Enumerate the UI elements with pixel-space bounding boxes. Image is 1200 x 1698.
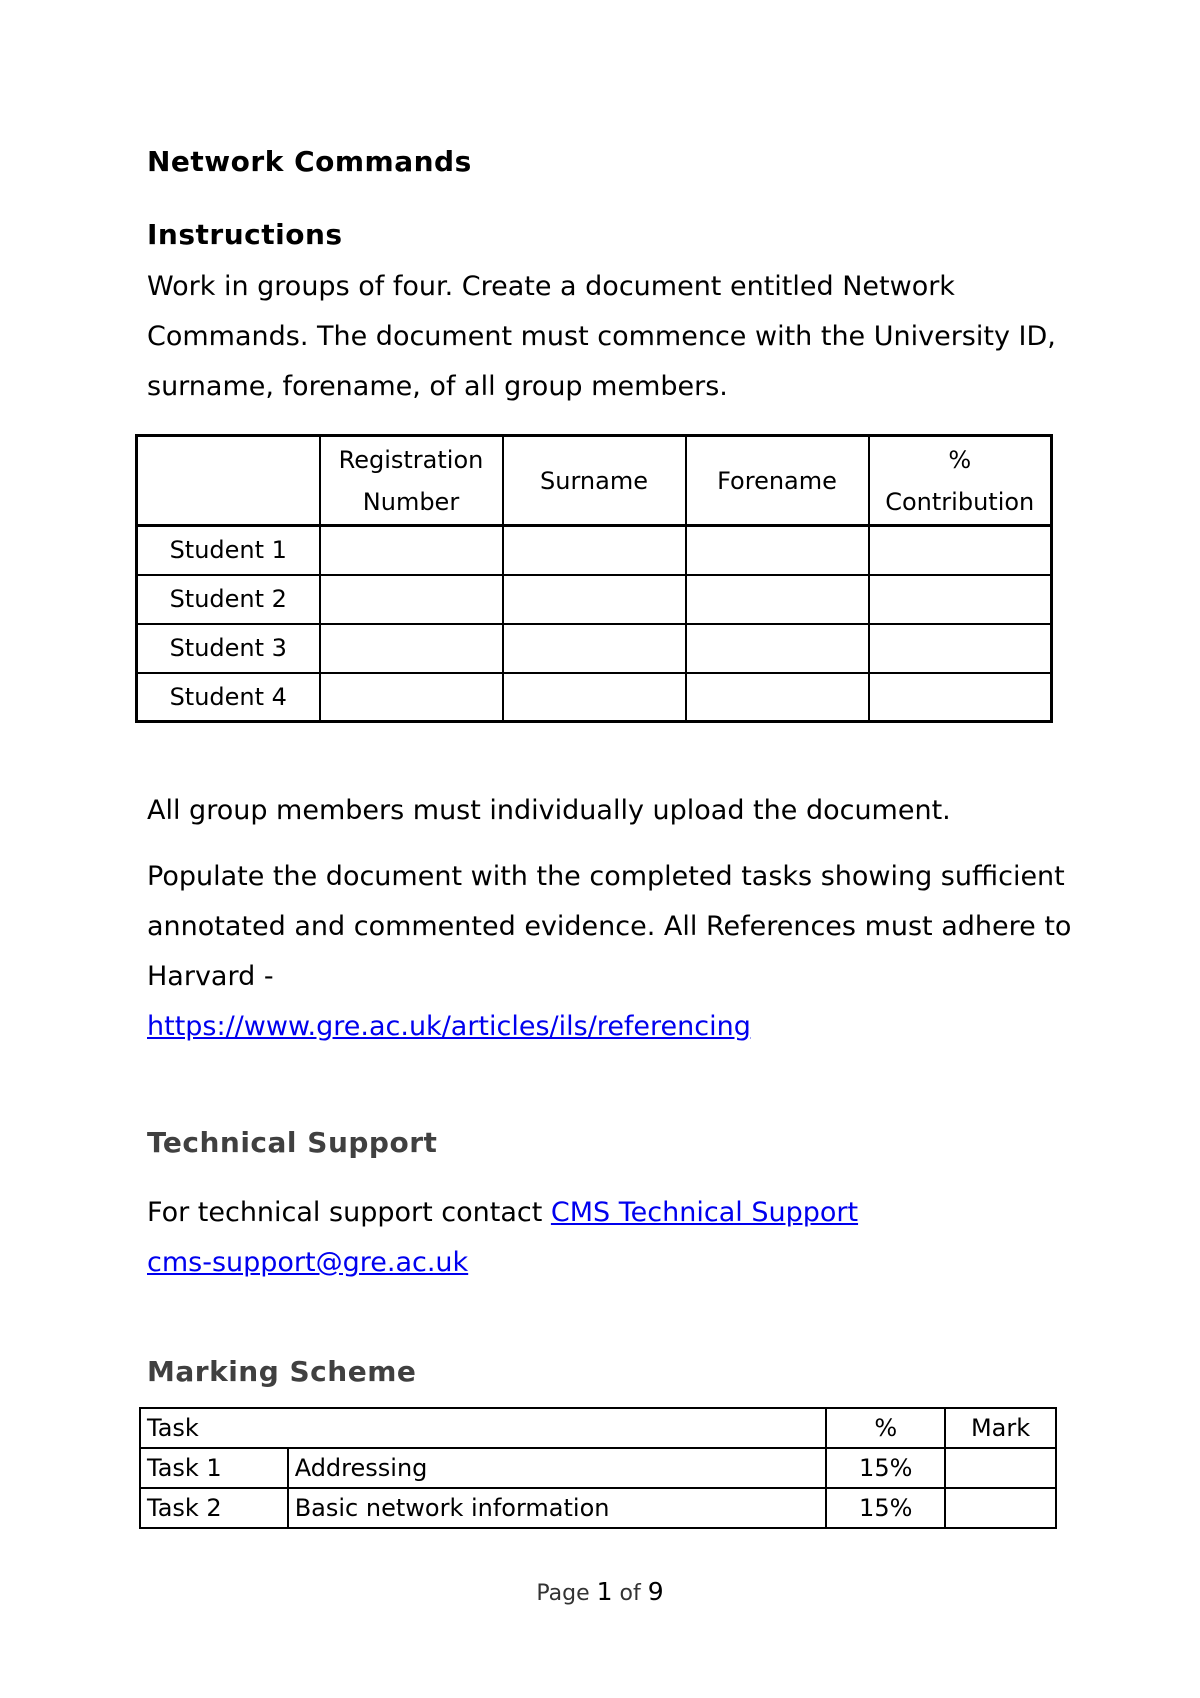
- cms-support-link[interactable]: CMS Technical Support: [550, 1197, 859, 1228]
- members-table: [135, 434, 1053, 723]
- forename-cell[interactable]: [686, 575, 869, 624]
- contribution-cell[interactable]: [869, 624, 1052, 673]
- populate-text: Populate the document with the completed tasks showing sufficient annotated and commented evidence. All References must adhere to Harvard -: [147, 861, 1072, 992]
- header-empty: [137, 436, 320, 526]
- marking-table: [139, 1407, 1057, 1529]
- header-mark: Mark: [945, 1408, 1056, 1448]
- table-row: [137, 575, 1052, 624]
- page-total: 9: [647, 1577, 664, 1606]
- contribution-cell[interactable]: [869, 526, 1052, 575]
- page-label: Page: [536, 1581, 590, 1606]
- technical-support-paragraph: [147, 1188, 1077, 1288]
- technical-support-heading: Technical Support: [147, 1126, 438, 1159]
- student-label: Student 2: [137, 575, 320, 624]
- instructions-heading: Instructions: [147, 218, 343, 251]
- student-label: Student 3: [137, 624, 320, 673]
- contribution-cell[interactable]: [869, 575, 1052, 624]
- registration-cell[interactable]: [320, 575, 503, 624]
- page-current: 1: [596, 1577, 613, 1606]
- surname-cell[interactable]: [503, 526, 686, 575]
- support-email-link[interactable]: cms-support@gre.ac.uk: [147, 1247, 469, 1278]
- registration-cell[interactable]: [320, 526, 503, 575]
- header-surname: Surname: [503, 436, 686, 526]
- members-table-header-row: [137, 436, 1052, 526]
- forename-cell[interactable]: [686, 673, 869, 722]
- forename-cell[interactable]: [686, 624, 869, 673]
- table-row: [137, 526, 1052, 575]
- forename-cell[interactable]: [686, 526, 869, 575]
- contribution-cell[interactable]: [869, 673, 1052, 722]
- document-title: Network Commands: [147, 145, 472, 178]
- task-description: Addressing: [288, 1448, 827, 1488]
- surname-cell[interactable]: [503, 673, 686, 722]
- header-forename: Forename: [686, 436, 869, 526]
- surname-cell[interactable]: [503, 624, 686, 673]
- surname-cell[interactable]: [503, 575, 686, 624]
- header-task: Task: [140, 1408, 826, 1448]
- technical-support-text: For technical support contact: [147, 1197, 551, 1228]
- referencing-link[interactable]: https://www.gre.ac.uk/articles/ils/referencing: [147, 1011, 751, 1042]
- header-contribution: % Contribution: [869, 436, 1052, 526]
- header-percent: %: [826, 1408, 945, 1448]
- header-registration-number: Registration Number: [320, 436, 503, 526]
- task-mark-cell[interactable]: [945, 1488, 1056, 1528]
- task-description: Basic network information: [288, 1488, 827, 1528]
- student-label: Student 4: [137, 673, 320, 722]
- table-row: [137, 624, 1052, 673]
- task-percent: 15%: [826, 1488, 945, 1528]
- student-label: Student 1: [137, 526, 320, 575]
- task-label: Task 1: [140, 1448, 288, 1488]
- task-mark-cell[interactable]: [945, 1448, 1056, 1488]
- registration-cell[interactable]: [320, 673, 503, 722]
- marking-scheme-heading: Marking Scheme: [147, 1355, 417, 1388]
- table-row: [137, 673, 1052, 722]
- table-row: [140, 1448, 1056, 1488]
- task-label: Task 2: [140, 1488, 288, 1528]
- marking-header-row: [140, 1408, 1056, 1448]
- page-footer: [0, 1577, 1200, 1606]
- table-row: [140, 1488, 1056, 1528]
- upload-text: All group members must individually upload the document.: [147, 795, 951, 826]
- registration-cell[interactable]: [320, 624, 503, 673]
- of-label: of: [619, 1581, 641, 1606]
- instructions-text: Work in groups of four. Create a document entitled Network Commands. The document must commence with the University ID, surname, forename, of all group members.: [147, 271, 1056, 402]
- populate-paragraph: [147, 852, 1077, 1052]
- task-percent: 15%: [826, 1448, 945, 1488]
